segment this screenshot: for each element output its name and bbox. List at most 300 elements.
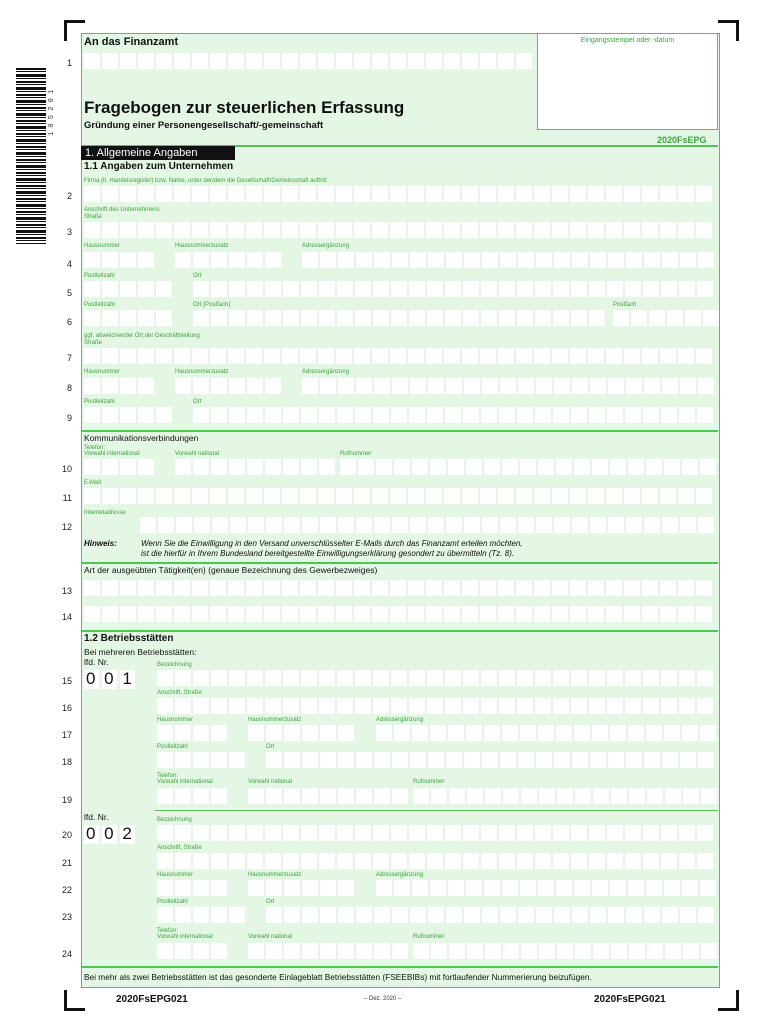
input-box[interactable] [246,222,262,238]
input-box[interactable] [120,186,136,202]
input-box[interactable] [211,281,227,297]
input-box[interactable] [337,698,353,714]
input-box[interactable] [484,725,500,741]
input-box[interactable] [300,488,316,504]
input-box[interactable] [700,725,716,741]
input-box[interactable] [426,222,442,238]
input-box[interactable] [625,698,641,714]
input-box[interactable] [247,252,263,268]
input-box[interactable] [462,488,478,504]
input-box[interactable] [157,725,173,741]
input-box[interactable] [210,348,226,364]
input-box[interactable] [138,222,154,238]
input-box[interactable] [697,281,713,297]
input-box[interactable] [318,348,334,364]
input-box[interactable] [697,407,713,423]
input-box[interactable] [680,907,696,923]
input-box[interactable] [535,825,551,841]
input-box[interactable] [193,825,209,841]
input-box[interactable] [697,825,713,841]
input-box[interactable] [336,53,352,69]
input-box[interactable] [265,310,281,326]
input-box[interactable] [228,222,244,238]
input-box[interactable] [643,853,659,869]
input-box[interactable] [662,252,678,268]
input-box[interactable] [661,407,677,423]
input-box[interactable] [660,222,676,238]
input-box[interactable] [682,459,698,475]
input-box[interactable] [482,378,498,394]
input-box[interactable] [554,752,570,768]
input-box[interactable] [647,943,663,959]
input-box[interactable] [536,752,552,768]
input-box[interactable] [376,725,392,741]
input-box[interactable] [284,907,300,923]
input-box[interactable] [301,825,317,841]
input-box[interactable] [610,459,626,475]
input-box[interactable] [571,825,587,841]
input-box[interactable] [534,222,550,238]
input-box[interactable] [408,580,424,596]
input-box[interactable] [193,752,209,768]
vorwahl-nat-input[interactable] [175,459,335,475]
input-box[interactable] [265,698,281,714]
input-box[interactable] [373,853,389,869]
input-box[interactable] [553,825,569,841]
input-box[interactable] [629,788,645,804]
input-box[interactable] [211,907,227,923]
input-box[interactable] [264,580,280,596]
input-box[interactable] [589,825,605,841]
input-box[interactable] [535,853,551,869]
input-box[interactable] [157,880,173,896]
input-box[interactable] [318,606,334,622]
input-box[interactable] [696,222,712,238]
input-box[interactable] [319,407,335,423]
input-box[interactable] [498,222,514,238]
input-box[interactable] [500,378,516,394]
input-box[interactable] [644,752,660,768]
input-box[interactable] [535,281,551,297]
input-box[interactable] [211,252,227,268]
input-box[interactable] [538,725,554,741]
input-box[interactable] [354,348,370,364]
input-box[interactable] [480,348,496,364]
input-box[interactable] [175,907,191,923]
input-box[interactable] [427,853,443,869]
input-box[interactable] [574,880,590,896]
input-box[interactable] [679,853,695,869]
input-box[interactable] [358,459,374,475]
input-box[interactable] [229,459,245,475]
input-box[interactable] [588,186,604,202]
ort-input-b2[interactable] [266,907,714,923]
input-box[interactable] [643,698,659,714]
input-box[interactable] [463,853,479,869]
input-box[interactable] [391,698,407,714]
input-box[interactable] [211,853,227,869]
input-box[interactable] [570,222,586,238]
input-box[interactable] [665,943,681,959]
finanzamt-input[interactable] [84,53,532,69]
input-box[interactable] [608,907,624,923]
input-box[interactable] [410,252,426,268]
input-box[interactable] [264,222,280,238]
input-box[interactable] [84,53,100,69]
input-box[interactable] [554,907,570,923]
input-box[interactable] [120,459,136,475]
input-box[interactable] [642,186,658,202]
input-box[interactable] [247,825,263,841]
input-box[interactable] [373,281,389,297]
input-box[interactable] [320,378,336,394]
input-box[interactable] [300,222,316,238]
input-box[interactable] [229,698,245,714]
input-box[interactable] [102,186,118,202]
input-box[interactable] [247,853,263,869]
input-box[interactable] [678,488,694,504]
input-box[interactable] [571,310,587,326]
input-box[interactable] [301,310,317,326]
input-box[interactable] [319,825,335,841]
input-box[interactable] [644,907,660,923]
input-box[interactable] [84,606,100,622]
input-box[interactable] [552,488,568,504]
input-box[interactable] [482,517,498,533]
input-box[interactable] [372,606,388,622]
input-box[interactable] [536,907,552,923]
input-box[interactable] [553,310,569,326]
input-box[interactable] [337,853,353,869]
input-box[interactable] [283,310,299,326]
input-box[interactable] [374,943,390,959]
input-box[interactable] [498,186,514,202]
input-box[interactable] [282,348,298,364]
input-box[interactable] [629,943,645,959]
input-box[interactable] [266,725,282,741]
input-box[interactable] [157,825,173,841]
input-box[interactable] [120,488,136,504]
vorwahl-nat-input-b2[interactable] [248,943,408,959]
input-box[interactable] [608,517,624,533]
input-box[interactable] [248,517,264,533]
input-box[interactable] [445,310,461,326]
input-box[interactable] [606,488,622,504]
input-box[interactable] [338,880,354,896]
input-box[interactable] [264,53,280,69]
input-box[interactable] [338,725,354,741]
input-box[interactable] [84,348,100,364]
input-box[interactable] [698,517,714,533]
input-box[interactable] [391,670,407,686]
input-box[interactable] [265,378,281,394]
input-box[interactable] [464,752,480,768]
input-box[interactable] [266,517,282,533]
input-box[interactable] [642,606,658,622]
input-box[interactable] [175,943,191,959]
input-box[interactable] [554,252,570,268]
input-box[interactable] [372,53,388,69]
input-box[interactable] [138,53,154,69]
input-box[interactable] [626,752,642,768]
input-box[interactable] [138,310,154,326]
input-box[interactable] [102,222,118,238]
input-box[interactable] [193,670,209,686]
input-box[interactable] [392,752,408,768]
input-box[interactable] [138,488,154,504]
input-box[interactable] [499,310,515,326]
input-box[interactable] [266,752,282,768]
input-box[interactable] [336,606,352,622]
input-box[interactable] [246,53,262,69]
input-box[interactable] [662,378,678,394]
input-box[interactable] [464,252,480,268]
plz-input-b1[interactable] [157,752,245,768]
input-box[interactable] [283,853,299,869]
input-box[interactable] [320,943,336,959]
input-box[interactable] [427,310,443,326]
input-box[interactable] [553,281,569,297]
input-box[interactable] [463,670,479,686]
input-box[interactable] [138,252,154,268]
ort-gl-input[interactable] [193,407,713,423]
input-box[interactable] [426,53,442,69]
plz-input[interactable] [84,281,172,297]
input-box[interactable] [193,378,209,394]
input-box[interactable] [642,222,658,238]
input-box[interactable] [679,281,695,297]
input-box[interactable] [426,348,442,364]
input-box[interactable] [517,698,533,714]
input-box[interactable] [539,788,555,804]
input-box[interactable] [517,281,533,297]
input-box[interactable] [156,53,172,69]
input-box[interactable] [661,853,677,869]
input-box[interactable] [265,825,281,841]
input-box[interactable] [120,378,136,394]
input-box[interactable] [336,222,352,238]
input-box[interactable] [336,348,352,364]
input-box[interactable] [84,488,100,504]
input-box[interactable] [374,378,390,394]
input-box[interactable] [661,281,677,297]
input-box[interactable] [485,788,501,804]
input-box[interactable] [481,310,497,326]
input-box[interactable] [354,488,370,504]
input-box[interactable] [590,378,606,394]
vorwahl-int-input-b2[interactable] [157,943,227,959]
input-box[interactable] [502,880,518,896]
input-box[interactable] [679,825,695,841]
input-box[interactable] [703,310,719,326]
input-box[interactable] [462,186,478,202]
input-box[interactable] [553,407,569,423]
input-box[interactable] [102,53,118,69]
hausnummer-input-b1[interactable] [157,725,227,741]
input-box[interactable] [356,517,372,533]
input-box[interactable] [520,459,536,475]
input-box[interactable] [194,517,210,533]
input-box[interactable] [193,788,209,804]
input-box[interactable] [228,186,244,202]
input-box[interactable] [646,880,662,896]
ort-input-b1[interactable] [266,752,714,768]
input-box[interactable] [372,186,388,202]
input-box[interactable] [247,459,263,475]
input-box[interactable] [426,186,442,202]
input-box[interactable] [409,853,425,869]
input-box[interactable] [210,222,226,238]
input-box[interactable] [701,943,717,959]
input-box[interactable] [571,670,587,686]
input-box[interactable] [539,943,555,959]
input-box[interactable] [607,825,623,841]
input-box[interactable] [338,378,354,394]
input-box[interactable] [175,880,191,896]
input-box[interactable] [410,752,426,768]
input-box[interactable] [518,378,534,394]
input-box[interactable] [480,580,496,596]
input-box[interactable] [445,281,461,297]
input-box[interactable] [283,825,299,841]
input-box[interactable] [626,252,642,268]
input-box[interactable] [643,281,659,297]
input-box[interactable] [174,606,190,622]
anschrift-input-1[interactable] [157,698,713,714]
input-box[interactable] [355,407,371,423]
input-box[interactable] [500,752,516,768]
input-box[interactable] [482,752,498,768]
input-box[interactable] [248,725,264,741]
input-box[interactable] [266,788,282,804]
input-box[interactable] [428,517,444,533]
input-box[interactable] [390,348,406,364]
input-box[interactable] [193,943,209,959]
input-box[interactable] [320,788,336,804]
input-box[interactable] [427,825,443,841]
input-box[interactable] [175,788,191,804]
input-box[interactable] [575,943,591,959]
input-box[interactable] [211,825,227,841]
input-box[interactable] [412,725,428,741]
input-box[interactable] [574,459,590,475]
input-box[interactable] [481,825,497,841]
input-box[interactable] [392,517,408,533]
input-box[interactable] [611,788,627,804]
input-box[interactable] [247,281,263,297]
input-box[interactable] [412,880,428,896]
input-box[interactable] [556,880,572,896]
input-box[interactable] [643,407,659,423]
input-box[interactable] [538,880,554,896]
input-box[interactable] [625,825,641,841]
input-box[interactable] [319,310,335,326]
input-box[interactable] [192,580,208,596]
input-box[interactable] [446,752,462,768]
taetigkeit-input-1[interactable] [84,580,712,596]
input-box[interactable] [410,517,426,533]
input-box[interactable] [228,348,244,364]
input-box[interactable] [372,222,388,238]
input-box[interactable] [210,186,226,202]
input-box[interactable] [664,725,680,741]
input-box[interactable] [575,788,591,804]
adressergaenzung-gl-input[interactable] [302,378,714,394]
input-box[interactable] [644,378,660,394]
input-box[interactable] [265,407,281,423]
input-box[interactable] [427,281,443,297]
adressergaenzung-input[interactable] [302,252,714,268]
input-box[interactable] [301,459,317,475]
input-box[interactable] [516,222,532,238]
input-box[interactable] [590,517,606,533]
input-box[interactable] [444,186,460,202]
input-box[interactable] [680,378,696,394]
input-box[interactable] [679,407,695,423]
input-box[interactable] [229,252,245,268]
input-box[interactable] [284,517,300,533]
input-box[interactable] [318,580,334,596]
strasse-gl-input[interactable] [84,348,712,364]
input-box[interactable] [482,907,498,923]
input-box[interactable] [211,378,227,394]
input-box[interactable] [283,670,299,686]
input-box[interactable] [662,752,678,768]
input-box[interactable] [156,606,172,622]
input-box[interactable] [302,880,318,896]
input-box[interactable] [156,186,172,202]
input-box[interactable] [409,281,425,297]
input-box[interactable] [355,310,371,326]
hausnummer-gl-input[interactable] [84,378,154,394]
input-box[interactable] [570,606,586,622]
input-box[interactable] [193,459,209,475]
input-box[interactable] [624,606,640,622]
input-box[interactable] [678,580,694,596]
input-box[interactable] [427,698,443,714]
input-box[interactable] [282,53,298,69]
input-box[interactable] [646,459,662,475]
input-box[interactable] [193,853,209,869]
input-box[interactable] [176,517,192,533]
input-box[interactable] [500,907,516,923]
input-box[interactable] [246,606,262,622]
input-box[interactable] [646,725,662,741]
input-box[interactable] [356,252,372,268]
input-box[interactable] [680,517,696,533]
input-box[interactable] [557,943,573,959]
input-box[interactable] [373,407,389,423]
input-box[interactable] [624,488,640,504]
input-box[interactable] [466,880,482,896]
input-box[interactable] [661,670,677,686]
input-box[interactable] [534,186,550,202]
input-box[interactable] [499,670,515,686]
input-box[interactable] [246,580,262,596]
input-box[interactable] [556,725,572,741]
input-box[interactable] [392,252,408,268]
input-box[interactable] [538,459,554,475]
input-box[interactable] [589,670,605,686]
input-box[interactable] [682,880,698,896]
input-box[interactable] [338,907,354,923]
input-box[interactable] [698,252,714,268]
input-box[interactable] [570,348,586,364]
input-box[interactable] [211,725,227,741]
input-box[interactable] [444,606,460,622]
input-box[interactable] [589,853,605,869]
input-box[interactable] [431,943,447,959]
